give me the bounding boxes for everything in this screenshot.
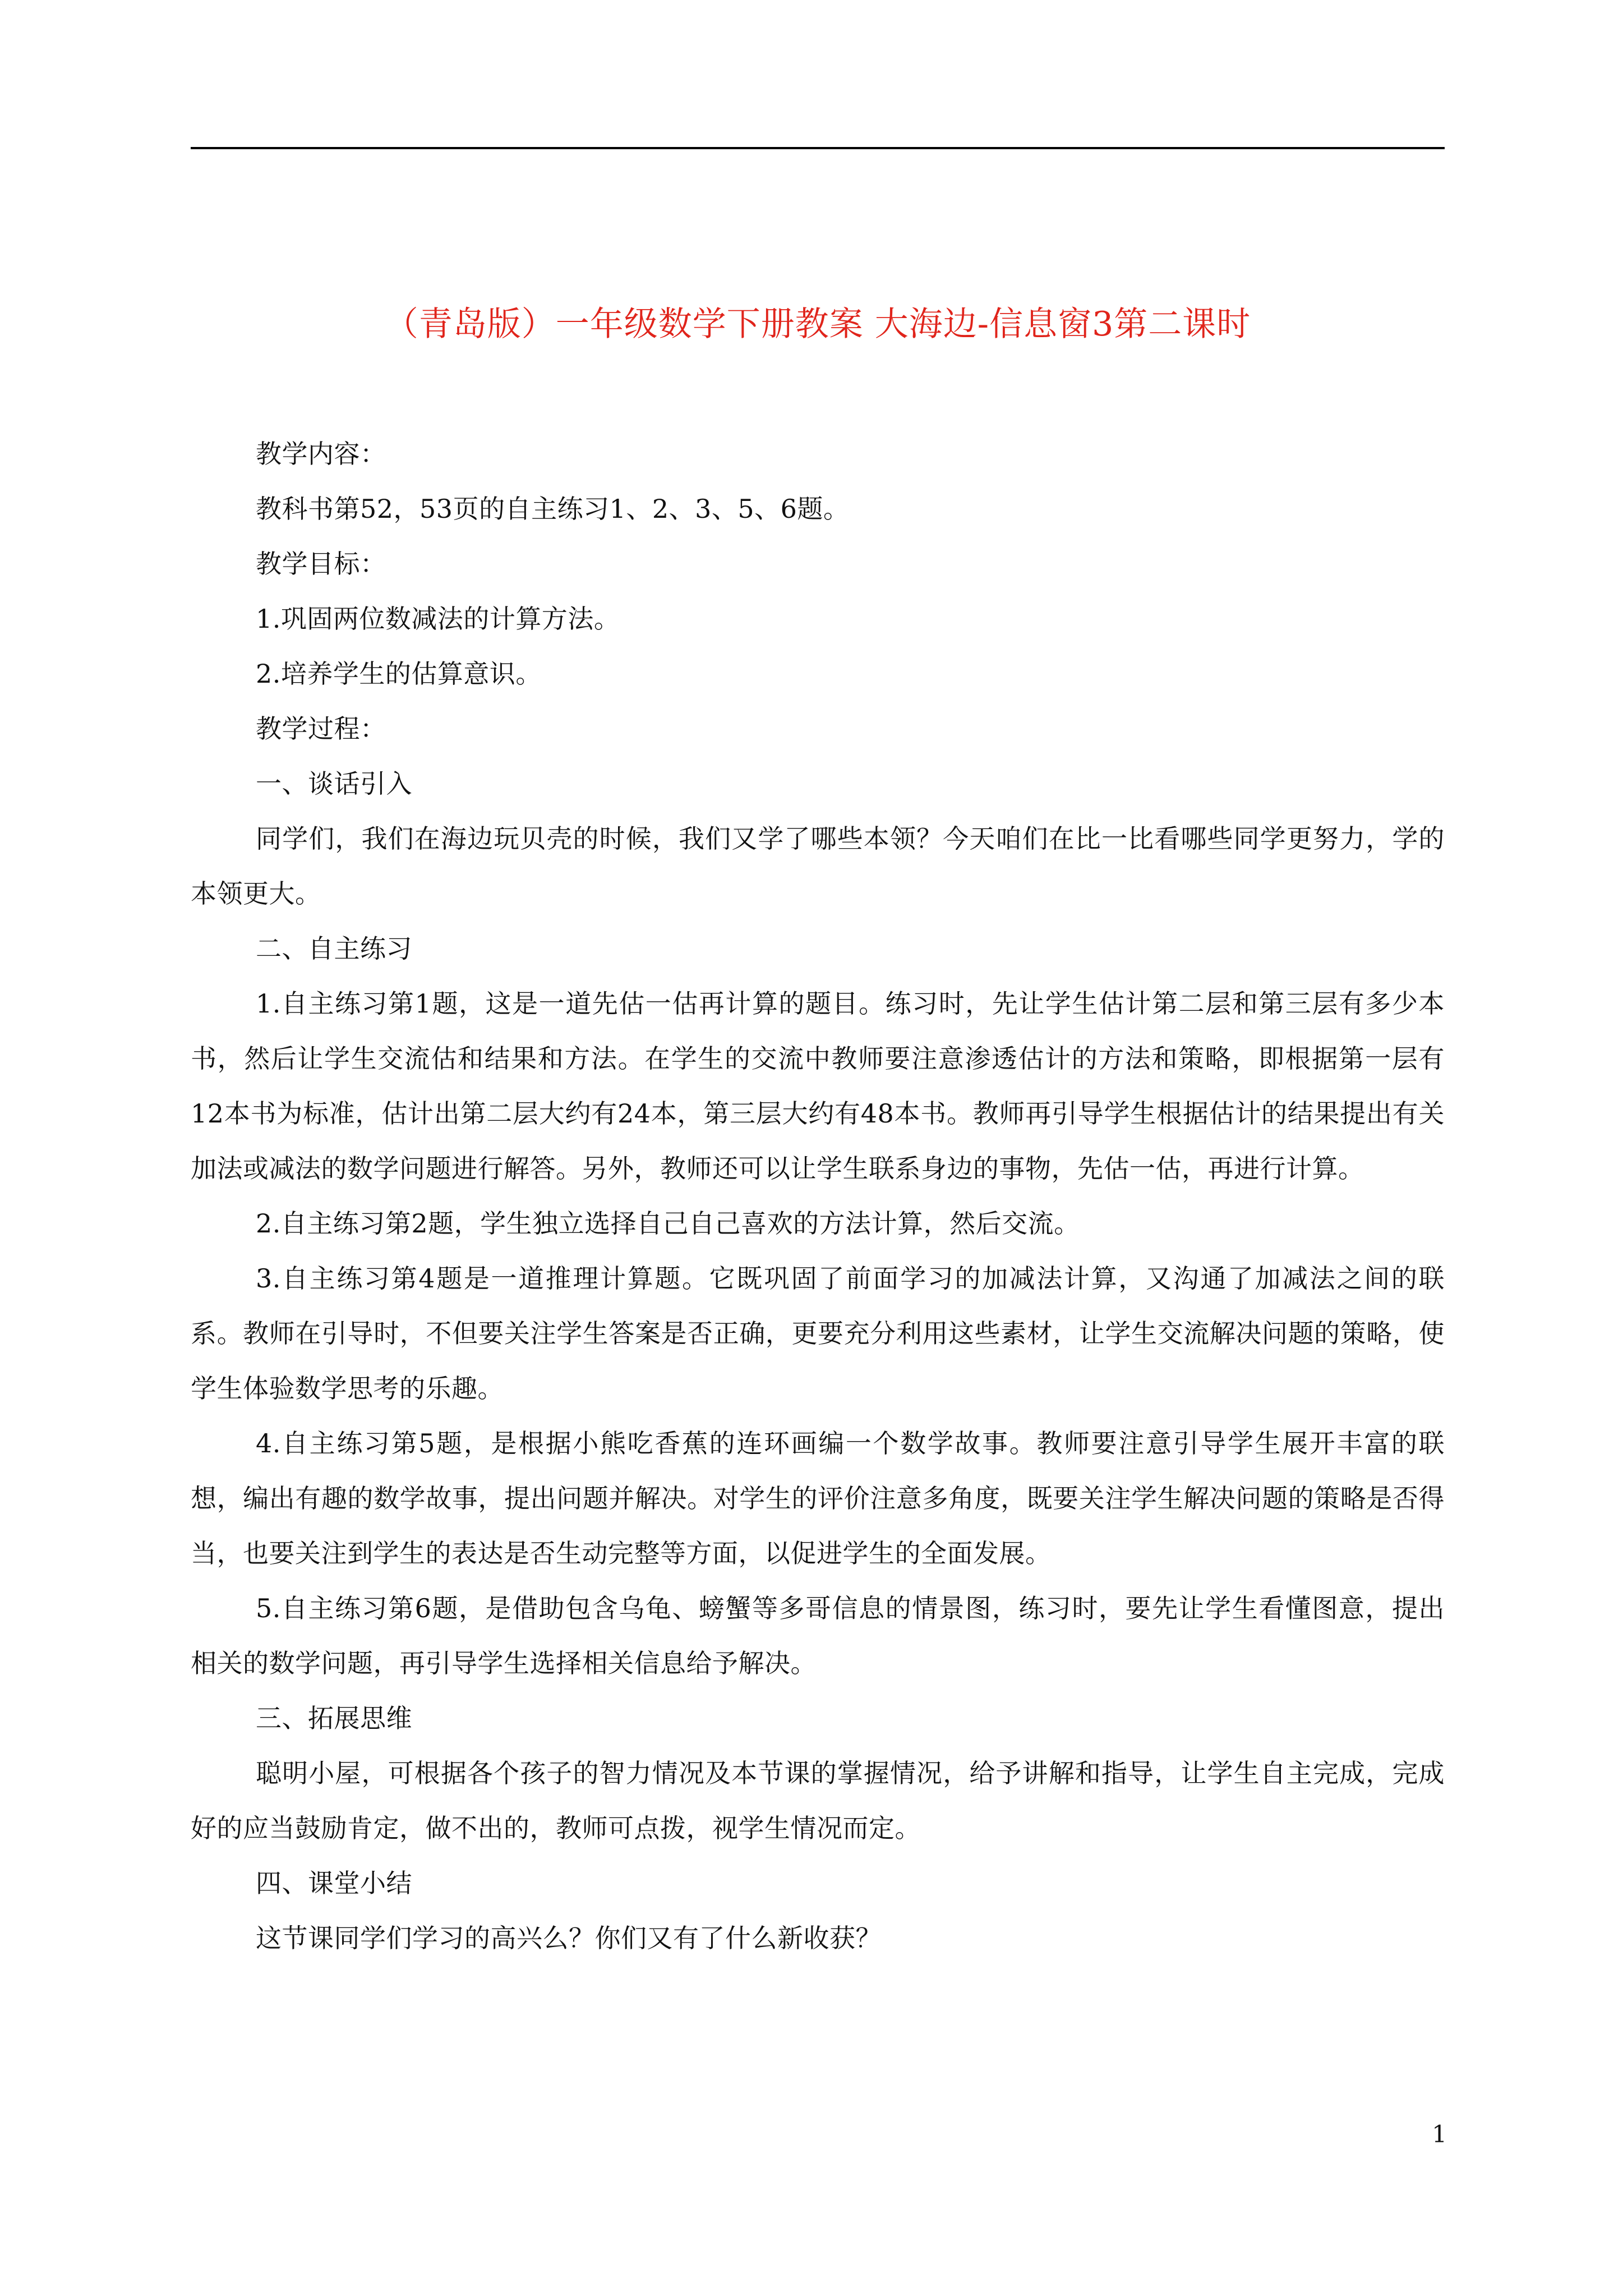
section-label-process: 教学过程：	[256, 714, 386, 744]
section-label-content: 教学内容：	[256, 439, 386, 469]
paragraph: 1.巩固两位数减法的计算方法。	[256, 604, 620, 634]
section-heading: 一、谈话引入	[256, 769, 412, 799]
document-body	[191, 426, 1445, 1966]
section-heading: 二、自主练习	[256, 933, 412, 964]
section-label-goals: 教学目标：	[256, 549, 386, 579]
page-number: 1	[1432, 2120, 1447, 2148]
paragraph: 2.培养学生的估算意识。	[256, 659, 542, 689]
paragraph: 2.自主练习第2题，学生独立选择自己自己喜欢的方法计算，然后交流。	[256, 1208, 1080, 1239]
paragraph: 教科书第52，53页的自主练习1、2、3、5、6题。	[256, 494, 850, 524]
section-heading: 四、课堂小结	[256, 1868, 412, 1898]
header-rule	[191, 147, 1445, 149]
paragraph: 同学们，我们在海边玩贝壳的时候，我们又学了哪些本领？今天咱们在比一比看哪些同学更努力，学的本领更大。	[191, 823, 1445, 909]
paragraph: 5.自主练习第6题，是借助包含乌龟、螃蟹等多哥信息的情景图，练习时，要先让学生看懂图意，提出相关的数学问题，再引导学生选择相关信息给予解决。	[191, 1593, 1445, 1678]
paragraph: 3.自主练习第4题是一道推理计算题。它既巩固了前面学习的加减法计算，又沟通了加减法之间的联系。教师在引导时，不但要关注学生答案是否正确，更要充分利用这些素材，让学生交流解决问题的策略，使学生体验数学思考的乐趣。	[191, 1263, 1445, 1404]
section-heading: 三、拓展思维	[256, 1703, 412, 1733]
paragraph: 这节课同学们学习的高兴么？你们又有了什么新收获？	[256, 1923, 882, 1953]
paragraph: 4.自主练习第5题，是根据小熊吃香蕉的连环画编一个数学故事。教师要注意引导学生展开丰富的联想，编出有趣的数学故事，提出问题并解决。对学生的评价注意多角度，既要关注学生解决问题的策略是否得当，也要关注到学生的表达是否生动完整等方面，以促进学生的全面发展。	[191, 1428, 1445, 1568]
paragraph: 1.自主练习第1题，这是一道先估一估再计算的题目。练习时，先让学生估计第二层和第三层有多少本书，然后让学生交流估和结果和方法。在学生的交流中教师要注意渗透估计的方法和策略，即根据第一层有12本书为标准，估计出第二层大约有24本，第三层大约有48本书。教师再引导学生根据估计的结果提出有关加法或减法的数学问题进行解答。另外，教师还可以让学生联系身边的事物，先估一估，再进行计算。	[191, 988, 1445, 1184]
document-title: （青岛版）一年级数学下册教案 大海边-信息窗3第二课时	[384, 305, 1251, 344]
paragraph: 聪明小屋，可根据各个孩子的智力情况及本节课的掌握情况，给予讲解和指导，让学生自主完成，完成好的应当鼓励肯定，做不出的，教师可点拨，视学生情况而定。	[191, 1758, 1445, 1843]
